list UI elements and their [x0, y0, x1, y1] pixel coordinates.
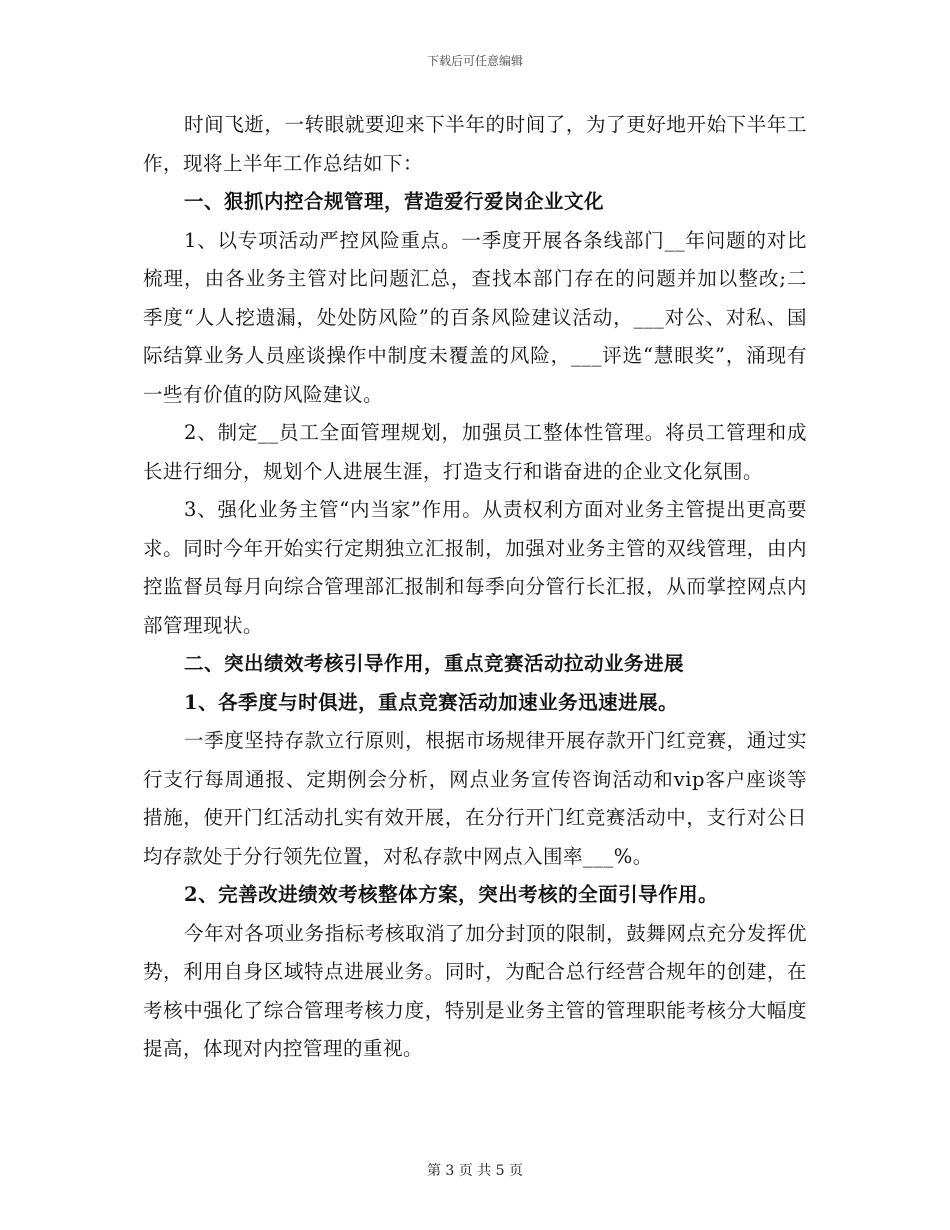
paragraph-risk-control: 1、以专项活动严控风险重点。一季度开展各条线部门__年问题的对比梳理，由各业务主管对比问题汇总，查找本部门存在的问题并加以整改;二季度“人人挖遗漏，处处防风险”的百条风险建议活动，___对公、对私、国际结算业务人员座谈操作中制度未覆盖的风险，___评选“慧眼奖”，涌现有一些有价值的防风险建议。 — [143, 228, 807, 406]
section-heading-1: 一、狠抓内控合规管理，营造爱行爱岗企业文化 — [184, 190, 605, 213]
section-heading-2: 二、突出绩效考核引导作用，重点竞赛活动拉动业务进展 — [184, 652, 685, 675]
intro-paragraph: 时间飞逝，一转眼就要迎来下半年的时间了，为了更好地开始下半年工作，现将上半年工作总结如下： — [143, 113, 807, 175]
page-number-footer: 第 3 页 共 5 页 — [426, 1163, 524, 1179]
subheading-performance-assessment: 2、完善改进绩效考核整体方案，突出考核的全面引导作用。 — [184, 883, 719, 906]
page-header: 下载后可任意编辑 — [426, 54, 523, 68]
document-body — [143, 106, 807, 1069]
subheading-quarterly-competition: 1、各季度与时俱进，重点竞赛活动加速业务迅速进展。 — [184, 690, 679, 714]
paragraph-assessment-details: 今年对各项业务指标考核取消了加分封顶的限制，鼓舞网点充分发挥优势，利用自身区域特点进展业务。同时，为配合总行经营合规年的创建，在考核中强化了综合管理考核力度，特别是业务主管的管理职能考核分大幅度提高，体现对内控管理的重视。 — [143, 921, 807, 1060]
paragraph-deposit-competition: 一季度坚持存款立行原则，根据市场规律开展存款开门红竞赛，通过实行支行每周通报、定期例会分析，网点业务宣传咨询活动和vip客户座谈等措施，使开门红活动扎实有效开展，在分行开门红竞赛活动中，支行对公日均存款处于分行领先位置，对私存款中网点入围率___%。 — [143, 729, 807, 868]
paragraph-business-supervisor: 3、强化业务主管“内当家”作用。从责权利方面对业务主管提出更高要求。同时今年开始实行定期独立汇报制，加强对业务主管的双线管理，由内控监督员每月向综合管理部汇报制和每季向分管行长汇报，从而掌控网点内部管理现状。 — [143, 498, 807, 637]
paragraph-staff-management: 2、制定__员工全面管理规划，加强员工整体性管理。将员工管理和成长进行细分，规划个人进展生涯，打造支行和谐奋进的企业文化氛围。 — [143, 421, 807, 483]
